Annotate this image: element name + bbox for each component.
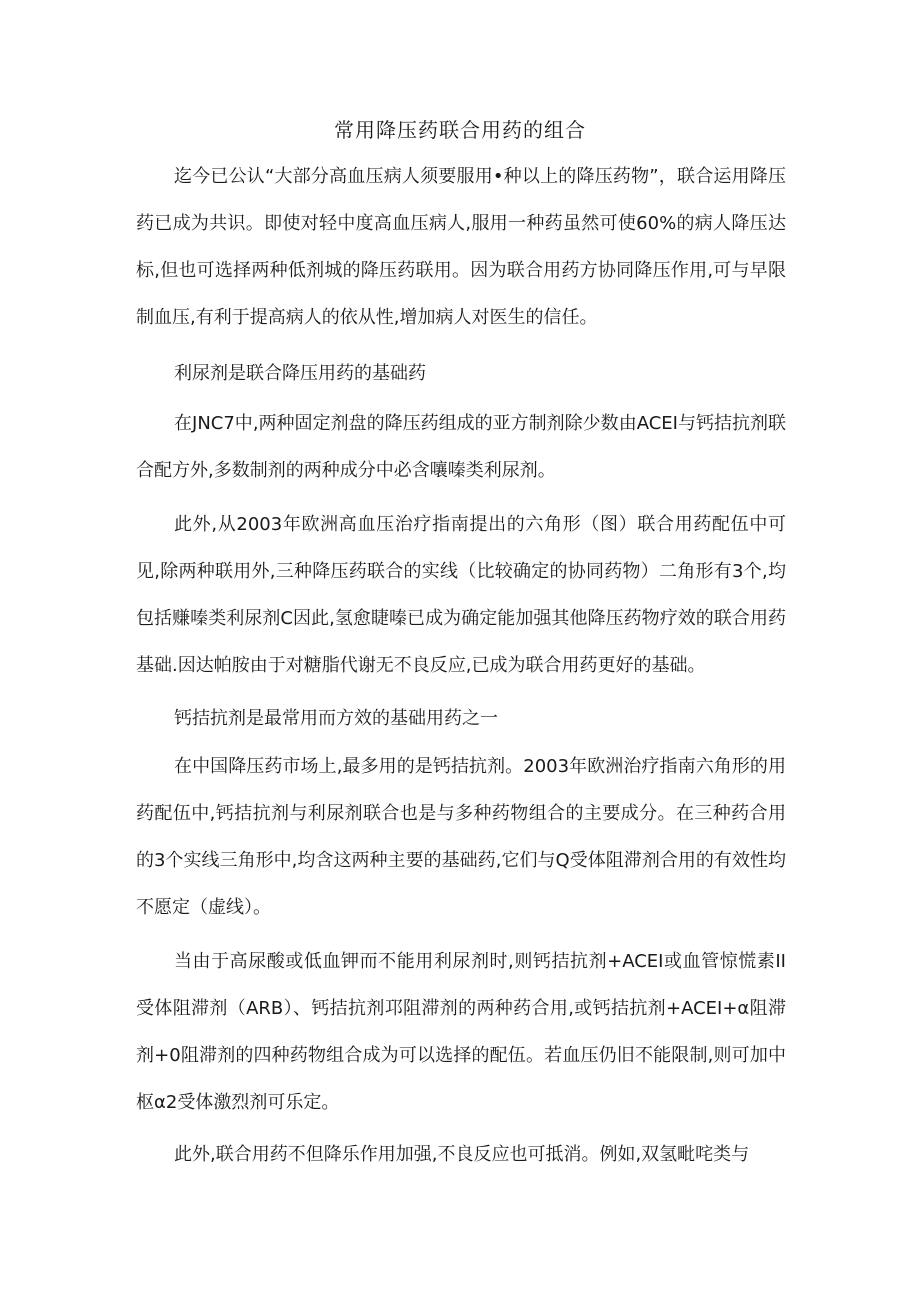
document-title: 常用降压药联合用药的组合 [334,118,586,142]
paragraph-china-market: 在中国降压药市场上,最多用的是钙拮抗剂。2003年欧洲治疗指南六角形的用药配伍中,钙拮抗剂与利尿剂联合也是与多种药物组合的主要成分。在三种药合用的3个实线三角形中,均含这两种主要的基础药,它们与Q受体阻滞剂合用的有效性均不愿定（虚线）。 [136,756,786,918]
paragraph-intro: 迄今已公认“大部分高血压病人须要服用•种以上的降压药物”，联合运用降压药已成为共识。即使对轻中度高血压病人,服用一种药虽然可使60%的病人降压达标,但也可选择两种低剂城的降压药联用。因为联合用药方协同降压作用,可与早限制血压,有利于提高病人的依从性,增加病人对医生的信任。 [136,166,786,328]
paragraph-hexagon: 此外,从2003年欧洲高血压治疗指南提出的六角形（图）联合用药配伍中可见,除两种联用外,三种降压药联合的实线（比较确定的协同药物）二角形有3个,均包括赚嗪类利尿剂C因此,氢愈睫嗪已成为确定能加强其他降压药物疗效的联合用药基础.因达帕胺由于对糖脂代谢无不良反应,已成为联合用药更好的基础。 [136,514,786,676]
section-heading-diuretics: 利尿剂是联合降压用药的基础药 [174,363,426,384]
paragraph-side-effects: 此外,联合用药不但降乐作用加强,不良反应也可抵消。例如,双氢毗咤类与 [174,1144,750,1165]
paragraph-jnc7: 在JNC7中,两种固定剂盘的降压药组成的亚方制剂除少数由ACEI与钙拮抗剂联合配方外,多数制剂的两种成分中必含嚷嗪类利尿剂。 [136,413,786,481]
paragraph-alternatives: 当由于高尿酸或低血钾而不能用利尿剂时,则钙拮抗剂+ACEI或血管惊慌素II受体阻滞剂（ARB）、钙拮抗剂邛阻滞剂的两种药合用,或钙拮抗剂+ACEI+α阻滞剂+0阻滞剂的四种药物组合成为可以选择的配伍。若血压仍旧不能限制,则可加中枢α2受体激烈剂可乐定。 [136,951,786,1113]
section-heading-calcium-antagonists: 钙拮抗剂是最常用而方效的基础用药之一 [174,708,498,729]
